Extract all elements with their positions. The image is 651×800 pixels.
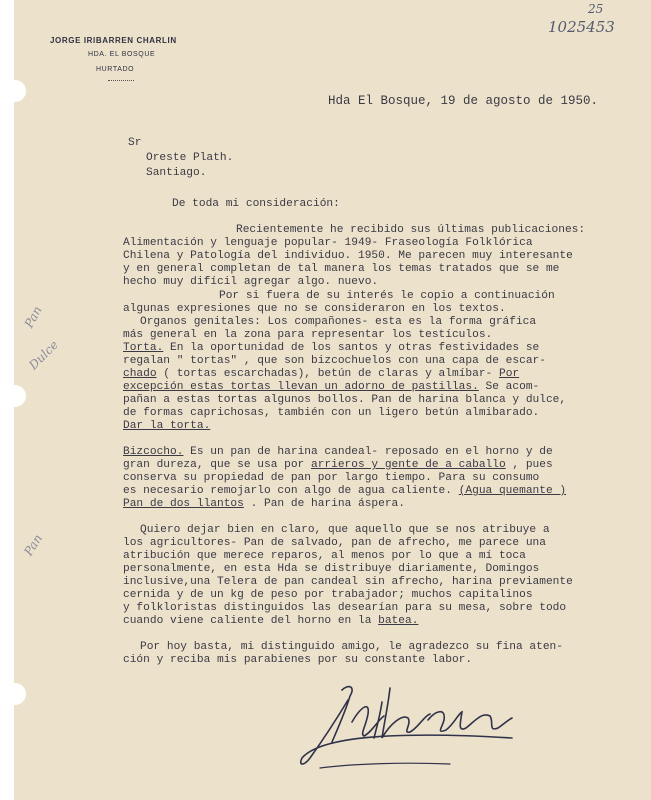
letterhead-rule	[108, 80, 134, 81]
underlined-term: excepción estas tortas llevan un adorno de pastillas.	[123, 381, 479, 393]
body-line: Chilena y Patología del individuo. 1950. Me parecen muy interesante	[123, 250, 573, 262]
body-line: los agricultores- Pan de salvado, pan de afrecho, me parece una	[123, 537, 546, 549]
margin-note: Pan	[21, 303, 45, 331]
body-line: Dar la torta.	[123, 420, 211, 432]
body-line: Alimentación y lenguaje popular- 1949- Fraseología Folklórica	[123, 237, 533, 249]
body-line: Recientemente he recibido sus últimas publicaciones:	[236, 224, 586, 236]
body-line: Por hoy basta, mi distinguido amigo, le agradezco su fina aten-	[140, 641, 563, 653]
body-line: inclusive,una Telera de pan candeal sin afrecho, harina previamente	[123, 576, 573, 588]
body-line: ción y reciba mis parabienes por su constante labor.	[123, 654, 473, 666]
body-line: conserva su propiedad de pan por largo tiempo. Para su consumo	[123, 472, 540, 484]
body-line: personalmente, en esta Hda se distribuye diariamente, Domingos	[123, 563, 540, 575]
recipient-name: Oreste Plath.	[146, 152, 234, 164]
body-line	[123, 615, 418, 628]
body-line	[123, 485, 566, 498]
underlined-term: Pan de dos llantos	[123, 498, 244, 510]
body-line: y en general completan de tal manera los temas tratados que se me	[123, 263, 560, 275]
punch-hole	[4, 385, 26, 407]
recipient-line: Sr	[128, 137, 142, 149]
body-line	[123, 446, 553, 459]
underlined-term: arrieros y gente de a caballo	[310, 459, 506, 471]
body-line: regalan " tortas" , que son bizcochuelos con una capa de escar-	[123, 355, 546, 367]
underlined-term: (Agua quemante )	[458, 485, 567, 497]
margin-note: Dulce	[26, 337, 61, 373]
greeting: De toda mi consideración:	[172, 198, 340, 210]
body-line	[123, 381, 539, 394]
body-line: cernida y de un kg de peso por trabajador; muchos capitalinos	[123, 589, 533, 601]
body-text: En la oportunidad de los santos y otras festividades se	[163, 342, 540, 354]
body-text: ( tortas escarchadas), betún de claras y almíbar-	[156, 368, 499, 380]
body-text: cuando viene caliente del horno en la	[123, 615, 379, 627]
body-line	[123, 459, 553, 472]
underlined-term: batea.	[378, 615, 419, 627]
body-line: de formas caprichosas, también con un ligero betún almibarado.	[123, 407, 540, 419]
underlined-term: chado	[123, 368, 157, 380]
body-line: Quiero dejar bien en claro, que aquello que se nos atribuye a	[140, 524, 550, 536]
body-text: , pues	[505, 459, 553, 471]
margin-note: Pan	[21, 531, 46, 559]
punch-hole	[4, 683, 26, 705]
body-line: Por si fuera de su interés le copio a continuación	[219, 290, 555, 302]
body-text: es necesario remojarlo con algo de agua caliente.	[123, 485, 459, 497]
body-line: hecho muy difícil agregar algo. nuevo.	[123, 276, 379, 288]
recipient-city: Santiago.	[146, 167, 207, 179]
body-line: pañan a estas tortas algunos bollos. Pan de harina blanca y dulce,	[123, 394, 567, 406]
body-line: más general en la zona para representar los testículos.	[123, 329, 493, 341]
letterhead-estate: HDA. EL BOSQUE	[88, 51, 156, 58]
body-line	[123, 498, 405, 511]
date-line: Hda El Bosque, 19 de agosto de 1950.	[328, 94, 599, 108]
letterhead-place: HURTADO	[96, 66, 135, 73]
archive-reference-number: 1025453	[548, 18, 615, 36]
archive-page-number: 25	[588, 2, 604, 16]
body-text: Se acom-	[478, 381, 540, 393]
body-text: gran dureza, que se usa por	[123, 459, 311, 471]
body-text: . Pan de harina áspera.	[243, 498, 405, 510]
body-line	[123, 342, 539, 355]
body-text: Es un pan de harina candeal- reposado en el horno y de	[183, 446, 553, 458]
body-line: algunas expresiones que no se consideraron en los textos.	[123, 303, 506, 315]
body-line: atribución que merece reparos, al menos por lo que a mí toca	[123, 550, 526, 562]
underlined-term: Bizcocho.	[123, 446, 184, 458]
underlined-term: Por	[498, 368, 520, 380]
body-line: y folkloristas distinguidos las desearían para su mesa, sobre todo	[123, 602, 567, 614]
letterhead-name: JORGE IRIBARREN CHARLIN	[50, 36, 177, 45]
body-line	[123, 368, 519, 381]
underlined-term: Torta.	[123, 342, 164, 354]
punch-hole	[4, 80, 26, 102]
body-line: Organos genitales: Los compañones- esta es la forma gráfica	[140, 316, 537, 328]
handwritten-signature	[290, 672, 520, 772]
